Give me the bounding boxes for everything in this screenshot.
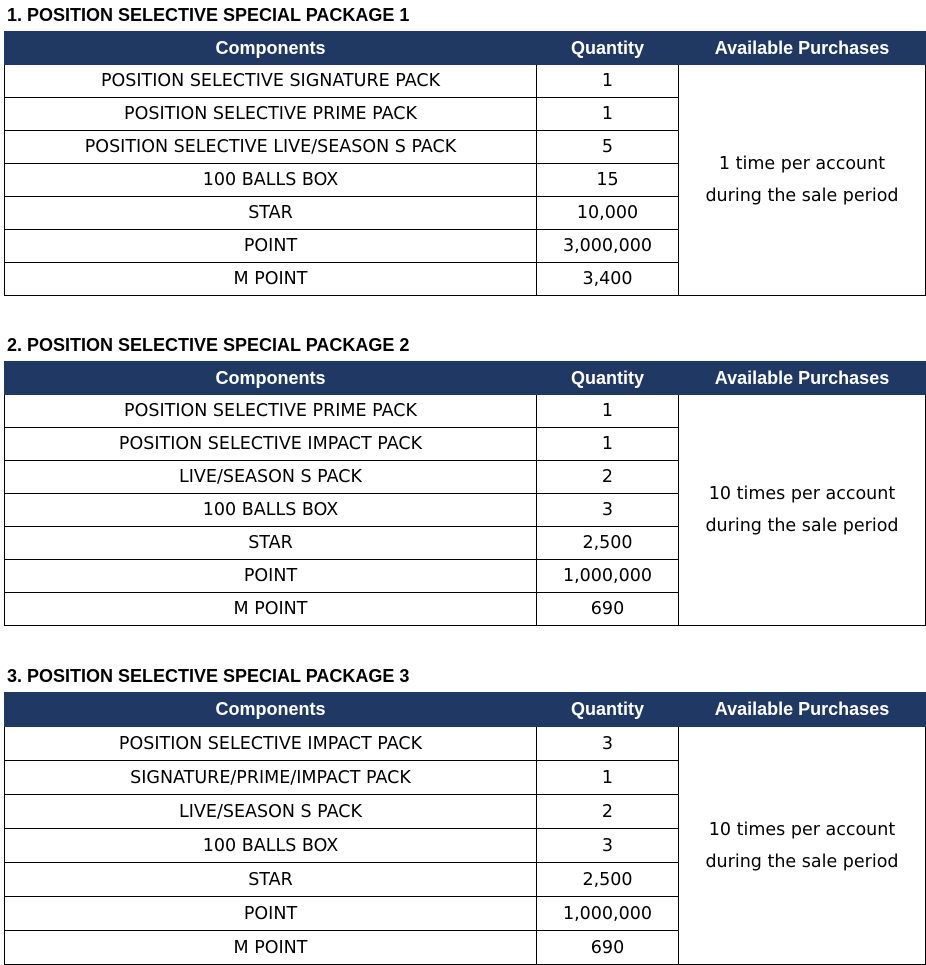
- column-header-quantity: Quantity: [537, 32, 679, 65]
- quantity-cell: 690: [537, 931, 679, 965]
- component-cell: LIVE/SEASON S PACK: [5, 795, 537, 829]
- component-cell: STAR: [5, 863, 537, 897]
- component-cell: POSITION SELECTIVE PRIME PACK: [5, 98, 537, 131]
- available-purchases-line: during the sale period: [705, 851, 899, 872]
- quantity-cell: 1: [537, 395, 679, 428]
- component-cell: SIGNATURE/PRIME/IMPACT PACK: [5, 761, 537, 795]
- quantity-cell: 2,500: [537, 863, 679, 897]
- quantity-cell: 3: [537, 727, 679, 761]
- quantity-cell: 2: [537, 461, 679, 494]
- package-table: [4, 361, 926, 626]
- component-cell: 100 BALLS BOX: [5, 164, 537, 197]
- component-cell: POSITION SELECTIVE SIGNATURE PACK: [5, 65, 537, 98]
- quantity-cell: 1,000,000: [537, 897, 679, 931]
- component-cell: STAR: [5, 197, 537, 230]
- quantity-cell: 1: [537, 65, 679, 98]
- package-title: 1. POSITION SELECTIVE SPECIAL PACKAGE 1: [7, 5, 410, 25]
- component-cell: M POINT: [5, 593, 537, 626]
- quantity-cell: 5: [537, 131, 679, 164]
- column-header-components: Components: [5, 693, 537, 727]
- component-cell: POSITION SELECTIVE LIVE/SEASON S PACK: [5, 131, 537, 164]
- column-header-available-purchases: Available Purchases: [679, 693, 926, 727]
- quantity-cell: 10,000: [537, 197, 679, 230]
- available-purchases-line: 10 times per account: [708, 484, 896, 504]
- table-header-row: [5, 32, 926, 65]
- column-header-quantity: Quantity: [537, 693, 679, 727]
- component-cell: 100 BALLS BOX: [5, 829, 537, 863]
- available-purchases-cell: [679, 727, 926, 965]
- column-header-available-purchases: Available Purchases: [679, 362, 926, 395]
- available-purchases-line: 1 time per account: [718, 154, 886, 174]
- component-cell: POSITION SELECTIVE PRIME PACK: [5, 395, 537, 428]
- component-cell: POSITION SELECTIVE IMPACT PACK: [5, 428, 537, 461]
- quantity-cell: 1: [537, 98, 679, 131]
- component-cell: POSITION SELECTIVE IMPACT PACK: [5, 727, 537, 761]
- component-cell: M POINT: [5, 263, 537, 296]
- quantity-cell: 3,000,000: [537, 230, 679, 263]
- package-title: 3. POSITION SELECTIVE SPECIAL PACKAGE 3: [7, 666, 410, 686]
- component-cell: POINT: [5, 897, 537, 931]
- quantity-cell: 1,000,000: [537, 560, 679, 593]
- column-header-quantity: Quantity: [537, 362, 679, 395]
- table-row: [5, 65, 926, 98]
- component-cell: LIVE/SEASON S PACK: [5, 461, 537, 494]
- column-header-components: Components: [5, 362, 537, 395]
- component-cell: POINT: [5, 560, 537, 593]
- available-purchases-line: during the sale period: [705, 186, 899, 206]
- component-cell: 100 BALLS BOX: [5, 494, 537, 527]
- package-title: 2. POSITION SELECTIVE SPECIAL PACKAGE 2: [7, 335, 410, 355]
- component-cell: POINT: [5, 230, 537, 263]
- available-purchases-cell: [679, 65, 926, 296]
- column-header-components: Components: [5, 32, 537, 65]
- table-header-row: [5, 693, 926, 727]
- quantity-cell: 690: [537, 593, 679, 626]
- table-header-row: [5, 362, 926, 395]
- available-purchases-line: during the sale period: [705, 516, 899, 536]
- column-header-available-purchases: Available Purchases: [679, 32, 926, 65]
- quantity-cell: 3,400: [537, 263, 679, 296]
- quantity-cell: 2: [537, 795, 679, 829]
- quantity-cell: 3: [537, 494, 679, 527]
- quantity-cell: 1: [537, 761, 679, 795]
- quantity-cell: 2,500: [537, 527, 679, 560]
- available-purchases-line: 10 times per account: [708, 819, 896, 840]
- available-purchases-cell: [679, 395, 926, 626]
- quantity-cell: 1: [537, 428, 679, 461]
- component-cell: M POINT: [5, 931, 537, 965]
- package-table: [4, 692, 926, 965]
- package-table: [4, 31, 926, 296]
- table-row: [5, 727, 926, 761]
- quantity-cell: 15: [537, 164, 679, 197]
- quantity-cell: 3: [537, 829, 679, 863]
- component-cell: STAR: [5, 527, 537, 560]
- table-row: [5, 395, 926, 428]
